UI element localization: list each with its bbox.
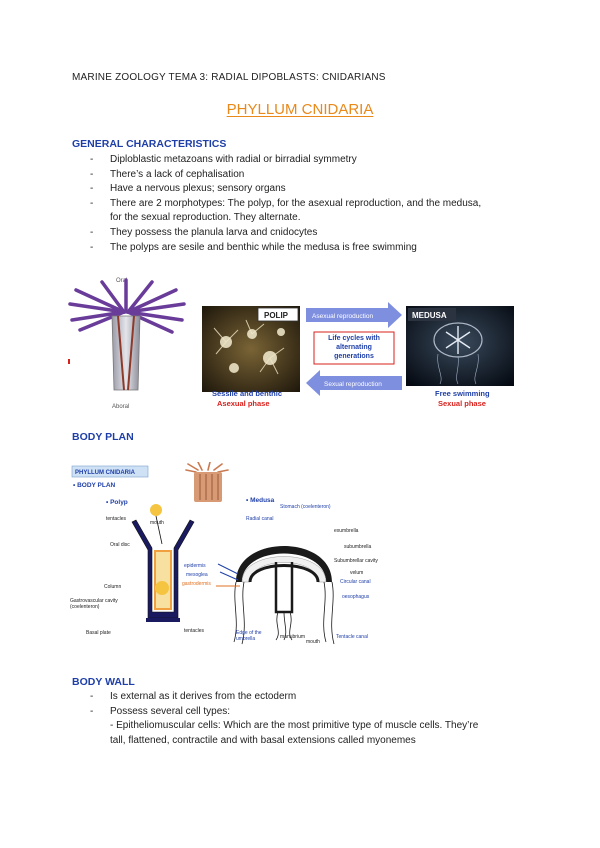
polip-photo (202, 306, 300, 392)
body-wall-list (90, 690, 478, 748)
sessile-benthic-label: Sessile and benthic (212, 389, 283, 398)
basal-plate-label: Basal plate (86, 630, 111, 636)
body-plan-subtitle: • BODY PLAN (73, 482, 116, 489)
polyp-photo-small (186, 462, 228, 502)
edge-of-umbrella-label: Edge of the umbrella (236, 630, 262, 642)
circular-canal-label: Circular canal (340, 579, 371, 585)
body-plan-tag: PHYLLUM CNIDARIA (75, 470, 135, 476)
subumbrella-label: subumbrella (344, 544, 372, 550)
tentacles-lower-label: tentacles (184, 628, 205, 634)
polyp-illustration (68, 278, 184, 410)
polip-label: POLIP (264, 311, 289, 320)
body-plan-figure (70, 462, 380, 652)
mouth-label: mouth (150, 520, 164, 526)
sexual-reproduction-label: Sexual reproduction (324, 381, 382, 388)
asexual-reproduction-label: Asexual reproduction (312, 313, 374, 320)
sexual-phase-label: Sexual phase (438, 399, 486, 408)
general-characteristics-list (90, 153, 481, 255)
medusa-mouth-label: mouth (306, 639, 320, 645)
aboral-label: Aboral (112, 404, 130, 410)
mesoglea-label: mesoglea (186, 572, 208, 578)
life-cycles-label: Life cycles with alternating generations (328, 335, 380, 360)
oral-label: Oral (116, 278, 128, 284)
gastrovascular-label: Gastrovascular cavity (coelenteron) (70, 598, 118, 610)
radial-canal-label: Radial canal (246, 516, 274, 522)
asexual-phase-label: Asexual phase (217, 399, 270, 408)
list-item: - Is external as it derives from the ectoderm (90, 690, 478, 705)
medusa-label: MEDUSA (412, 311, 447, 320)
medusa-photo (406, 306, 514, 386)
body-wall-heading: BODY WALL (72, 676, 135, 688)
free-swimming-label: Free swimming (435, 389, 490, 398)
oesophagus-label: oesophagus (342, 594, 370, 600)
list-item: - Possess several cell types: (90, 705, 478, 720)
sub-item-line: - Epitheliomuscular cells: Which are the most primitive type of muscle cells. They’re (110, 720, 479, 732)
gastrodermis-label: gastrodermis (182, 581, 211, 587)
stomach-label: Stomach (coelenteron) (280, 504, 331, 510)
list-item: - There’s a lack of cephalisation (90, 168, 481, 183)
tentacle-canal-label: Tentacle canal (336, 634, 368, 640)
general-characteristics-heading: GENERAL CHARACTERISTICS (72, 138, 227, 150)
list-item: - There are 2 morphotypes: The polyp, for the asexual reproduction, and the medusa, (90, 197, 481, 212)
list-item: - They possess the planula larva and cnidocytes (90, 226, 481, 241)
subumbrellar-cavity-label: Subumbrellar cavity (334, 558, 378, 564)
sub-item-line: tall, flattened, contractile and with basal extensions called myonemes (110, 734, 416, 746)
page-title: PHYLLUM CNIDARIA (226, 101, 374, 118)
manubrium-label: manubrium (280, 634, 306, 640)
list-item-continuation: for the sexual reproduction. They alternate. (110, 212, 301, 224)
list-item: - Have a nervous plexus; sensory organs (90, 182, 481, 197)
exumbrella-label: exumbrella (334, 528, 359, 534)
tentacles-label: tentacles (106, 516, 127, 522)
list-item: - Diploblastic metazoans with radial or birradial symmetry (90, 153, 481, 168)
body-plan-heading: BODY PLAN (72, 431, 134, 443)
list-item: - The polyps are sesile and benthic while the medusa is free swimming (90, 241, 481, 256)
medusa-heading: • Medusa (246, 497, 275, 504)
epidermis-label: epidermis (184, 563, 206, 569)
oral-disc-label: Oral disc (110, 542, 130, 548)
velum-label: velum (350, 570, 364, 576)
life-cycle-figure (66, 272, 526, 418)
document-header: MARINE ZOOLOGY TEMA 3: RADIAL DIPOBLASTS: CNIDARIANS (72, 72, 386, 83)
column-label: Column (104, 584, 122, 590)
polyp-heading: • Polyp (106, 499, 128, 506)
